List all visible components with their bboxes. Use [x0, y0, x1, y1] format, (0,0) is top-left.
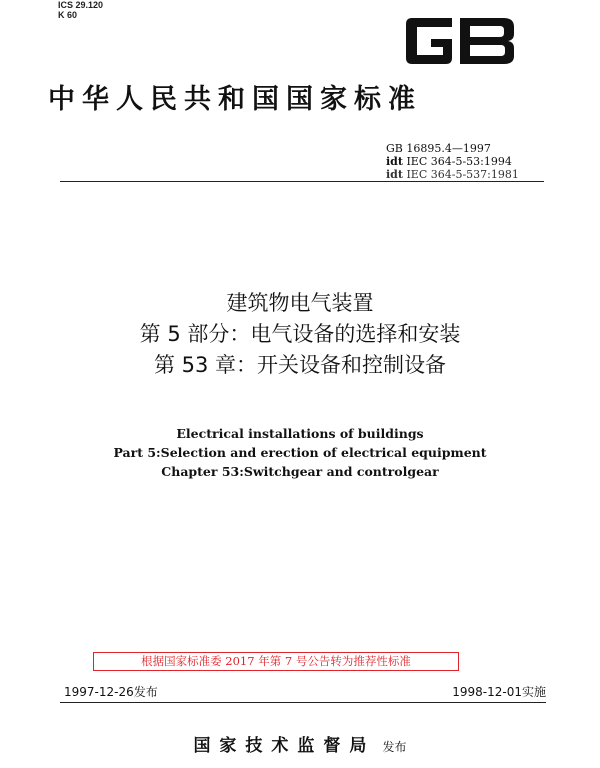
issuing-authority — [0, 731, 600, 756]
title-en-line-3: Chapter 53:Switchgear and controlgear — [161, 464, 439, 479]
footer-divider — [60, 702, 546, 703]
title-cn-line-3: 第 53 章：开关设备和控制设备 — [153, 353, 447, 377]
gb-logo — [400, 14, 520, 68]
red-stamp-notice: 根据国家标准委 2017 年第 7 号公告转为推荐性标准 — [93, 652, 459, 671]
issue-date: 1997-12-26发布 — [64, 685, 158, 699]
idt-reference: IEC 364-5-537:1981 — [406, 168, 519, 181]
title-cn-line-2: 第 5 部分：电气设备的选择和安装 — [139, 322, 461, 346]
title-en-line-1: Electrical installations of buildings — [176, 426, 424, 441]
idt-prefix: idt — [386, 168, 403, 181]
title-en-line-2: Part 5:Selection and erection of electrical equipment — [113, 445, 487, 460]
idt-reference: IEC 364-5-53:1994 — [406, 155, 512, 168]
standard-numbers — [386, 142, 519, 181]
idt-row-2 — [386, 168, 519, 181]
std-number: GB 16895.4—1997 — [386, 142, 491, 155]
implementation-date: 1998-12-01实施 — [452, 685, 546, 699]
chinese-title — [0, 288, 600, 381]
idt-row-1 — [386, 155, 519, 168]
ics-code: ICS 29.120 — [58, 0, 104, 10]
national-standard-heading: 中华人民共和国国家标准 — [48, 84, 422, 115]
class-code: K 60 — [58, 10, 78, 20]
date-row — [64, 685, 546, 701]
issuer-action: 发布 — [382, 740, 407, 754]
english-title — [0, 424, 600, 481]
std-number-row — [386, 142, 519, 155]
header-divider — [60, 181, 544, 182]
title-cn-line-1: 建筑物电气装置 — [226, 291, 374, 315]
idt-prefix: idt — [386, 155, 403, 168]
issuer-name: 国家技术监督局 — [193, 736, 376, 756]
classification-codes — [58, 0, 103, 20]
